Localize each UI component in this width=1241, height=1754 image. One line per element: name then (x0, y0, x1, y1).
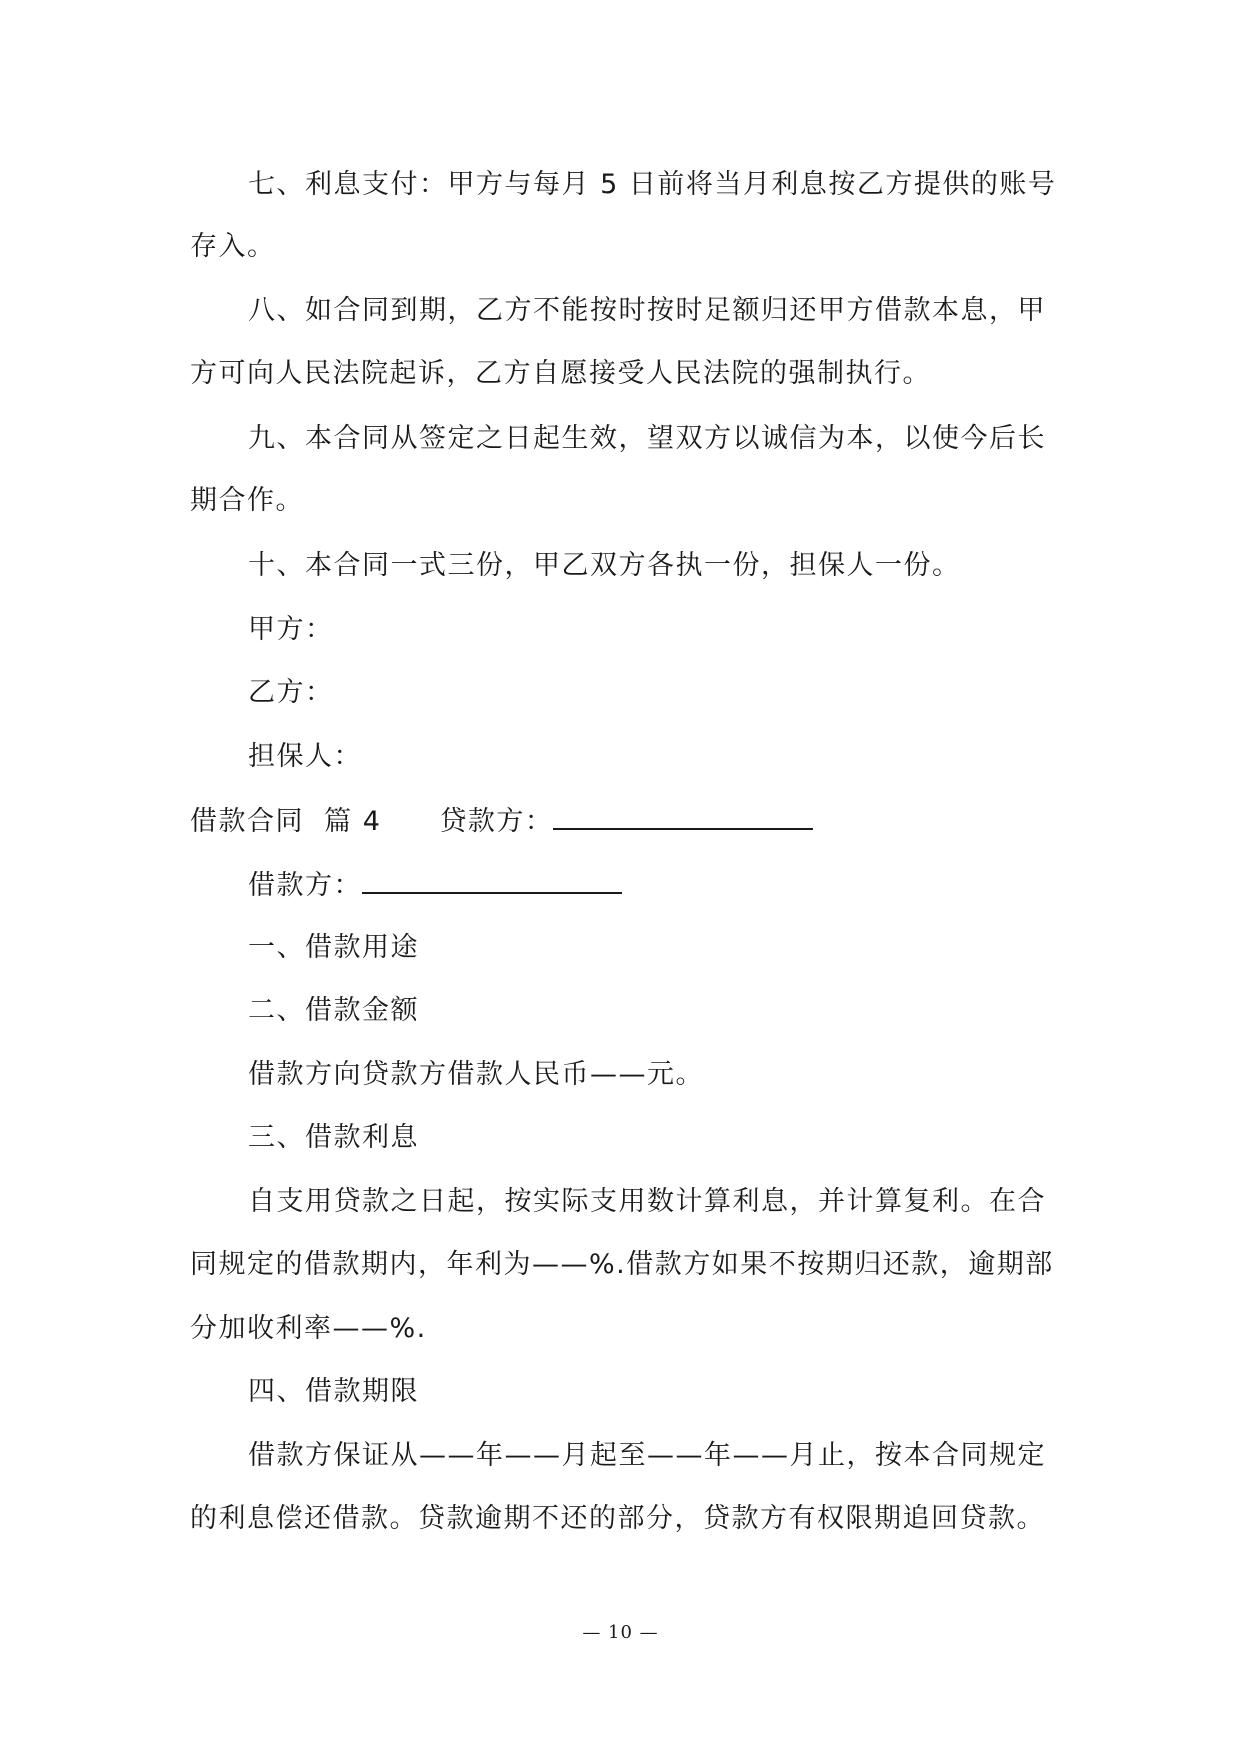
heading-loan-purpose: 一、借款用途 (248, 932, 419, 963)
term-text-line-1: 借款方保证从——年——月起至——年——月止，按本合同规定 (248, 1440, 1046, 1471)
section-heading: 借款合同 篇 4 (190, 806, 382, 837)
clause-eight-line-2: 方可向人民法院起诉，乙方自愿接受人民法院的强制执行。 (190, 358, 931, 389)
clause-seven-line-2: 存入。 (190, 231, 276, 262)
heading-loan-amount: 二、借款金额 (248, 995, 419, 1026)
lender-blank-line (553, 802, 813, 830)
clause-ten: 十、本合同一式三份，甲乙双方各执一份，担保人一份。 (248, 550, 961, 581)
interest-text-line-2: 同规定的借款期内，年利为——%.借款方如果不按期归还款，逾期部 (190, 1249, 1054, 1280)
borrower-blank-line (362, 866, 622, 894)
clause-eight-line-1: 八、如合同到期，乙方不能按时按时足额归还甲方借款本息，甲 (248, 295, 1046, 326)
heading-loan-term: 四、借款期限 (248, 1376, 419, 1407)
guarantor-label: 担保人： (248, 741, 362, 772)
lender-label: 贷款方： (439, 806, 554, 837)
interest-text-line-3: 分加收利率——%. (190, 1313, 427, 1344)
clause-nine-line-1: 九、本合同从签定之日起生效，望双方以诚信为本，以使今后长 (248, 423, 1046, 454)
heading-loan-interest: 三、借款利息 (248, 1122, 419, 1153)
page-number: — 10 — (582, 1622, 659, 1643)
term-text-line-2: 的利息偿还借款。贷款逾期不还的部分，贷款方有权限期追回贷款。 (190, 1503, 1045, 1534)
clause-seven-line-1: 七、利息支付：甲方与每月 5 日前将当月利息按乙方提供的账号 (248, 169, 1057, 200)
clause-nine-line-2: 期合作。 (190, 485, 304, 516)
borrower-row (248, 866, 622, 904)
interest-text-line-1: 自支用贷款之日起，按实际支用数计算利息，并计算复利。在合 (248, 1186, 1046, 1217)
borrower-label: 借款方： (248, 870, 362, 901)
party-b-label: 乙方： (248, 677, 334, 708)
loan-amount-text: 借款方向贷款方借款人民币——元。 (248, 1059, 704, 1090)
party-a-label: 甲方： (248, 614, 334, 645)
section-four-heading-row (190, 802, 813, 840)
